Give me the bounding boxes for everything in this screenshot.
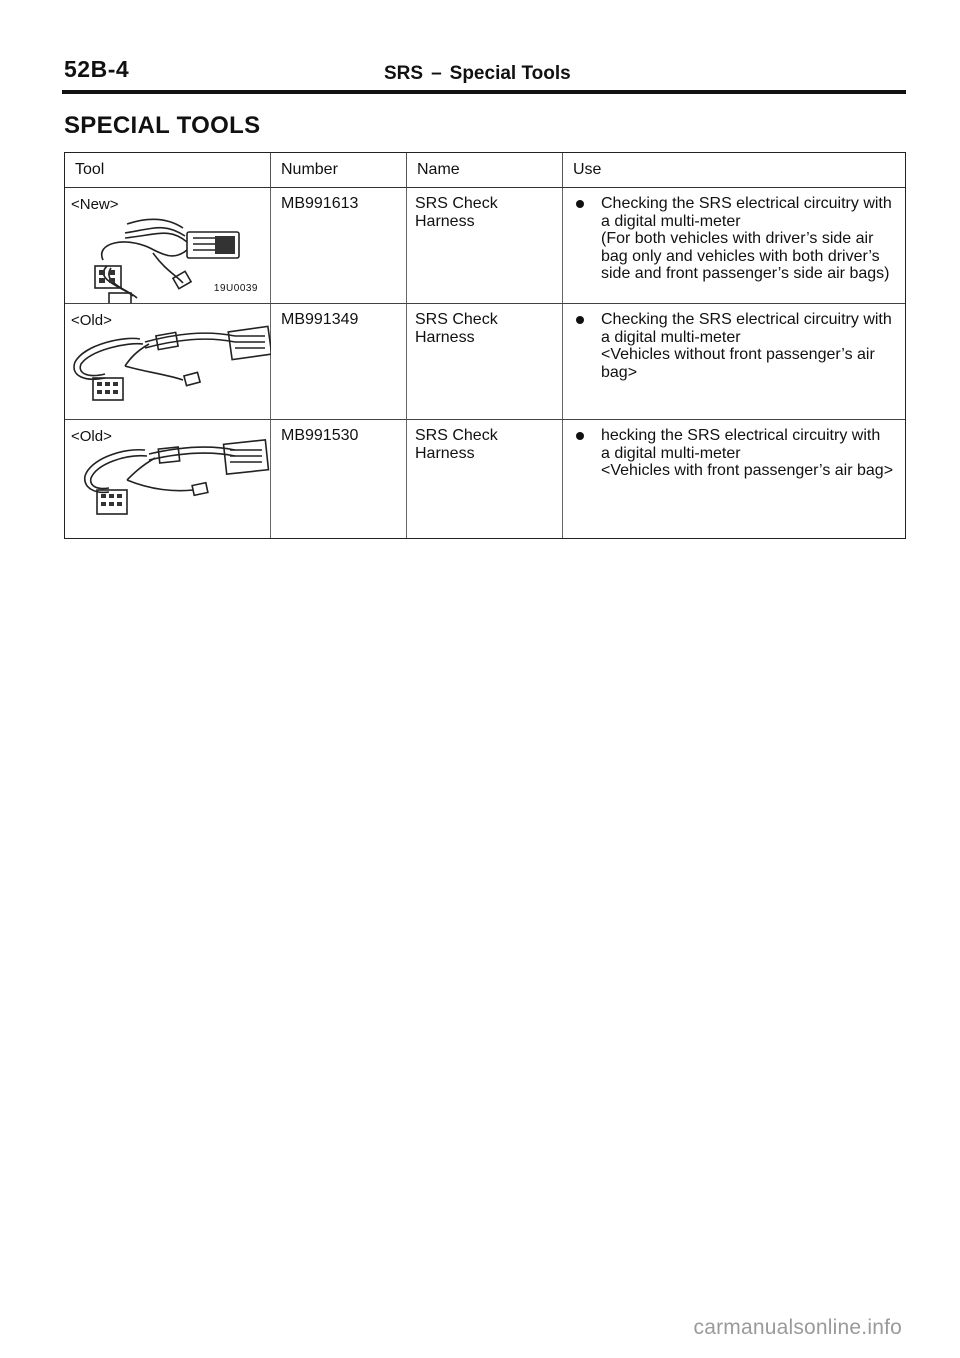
tool-use — [563, 188, 905, 303]
table-row — [65, 420, 905, 538]
col-header-name: Name — [407, 153, 563, 187]
tool-use-line: a digital multi-meter — [601, 444, 741, 462]
tool-use — [563, 420, 905, 538]
tool-cell — [65, 304, 271, 419]
subsection-name: Special Tools — [449, 63, 571, 84]
page-number: 52B-4 — [64, 56, 130, 82]
tool-name-line: SRS Check — [415, 311, 498, 328]
tool-name-line: Harness — [415, 444, 475, 462]
tool-use-line: side and front passenger’s side air bags) — [601, 265, 890, 282]
tool-name-line: SRS Check — [415, 427, 498, 444]
tool-name — [407, 420, 563, 538]
bullet-icon — [576, 316, 584, 324]
section-name: SRS — [384, 63, 424, 84]
tool-use-line: <Vehicles with front passenger’s air bag> — [601, 462, 894, 479]
table-header-row — [65, 153, 905, 188]
tool-use-line: hecking the SRS electrical circuitry with — [601, 427, 881, 444]
tool-version-label: <New> — [71, 196, 119, 213]
tool-name — [407, 304, 563, 419]
tool-use-line: Checking the SRS electrical circuitry with — [601, 311, 892, 328]
tool-use-line: a digital multi-meter — [601, 328, 741, 346]
tool-version-label: <Old> — [71, 312, 112, 329]
tool-name-line: SRS Check — [415, 195, 498, 212]
figure-code: 19U0039 — [213, 282, 258, 294]
tool-number: MB991613 — [271, 188, 407, 303]
table-row — [65, 304, 905, 420]
tool-use-line: bag> — [601, 363, 638, 381]
section-title: SPECIAL TOOLS — [64, 112, 261, 139]
tool-number: MB991530 — [271, 420, 407, 538]
tool-version-label: <Old> — [71, 428, 112, 445]
tool-cell — [65, 188, 271, 303]
tool-name — [407, 188, 563, 303]
tool-use-line: (For both vehicles with driver’s side air — [601, 230, 874, 247]
tool-number: MB991349 — [271, 304, 407, 419]
tool-name-line: Harness — [415, 212, 475, 230]
col-header-tool: Tool — [65, 153, 271, 187]
tool-use-line: <Vehicles without front passenger’s air — [601, 346, 875, 363]
running-title — [384, 63, 571, 85]
bullet-icon — [576, 200, 584, 208]
header-rule — [62, 90, 906, 94]
bullet-icon — [576, 432, 584, 440]
col-header-number: Number — [271, 153, 407, 187]
title-dash: – — [431, 63, 442, 84]
tool-use — [563, 304, 905, 419]
tool-cell — [65, 420, 271, 538]
tool-name-line: Harness — [415, 328, 475, 346]
tool-use-line: bag only and vehicles with both driver’s — [601, 247, 880, 265]
tool-use-line: a digital multi-meter — [601, 212, 741, 230]
table-row — [65, 188, 905, 304]
special-tools-table — [64, 152, 906, 539]
col-header-use: Use — [573, 161, 602, 178]
tool-use-line: Checking the SRS electrical circuitry with — [601, 195, 892, 212]
watermark: carmanualsonline.info — [693, 1316, 902, 1339]
